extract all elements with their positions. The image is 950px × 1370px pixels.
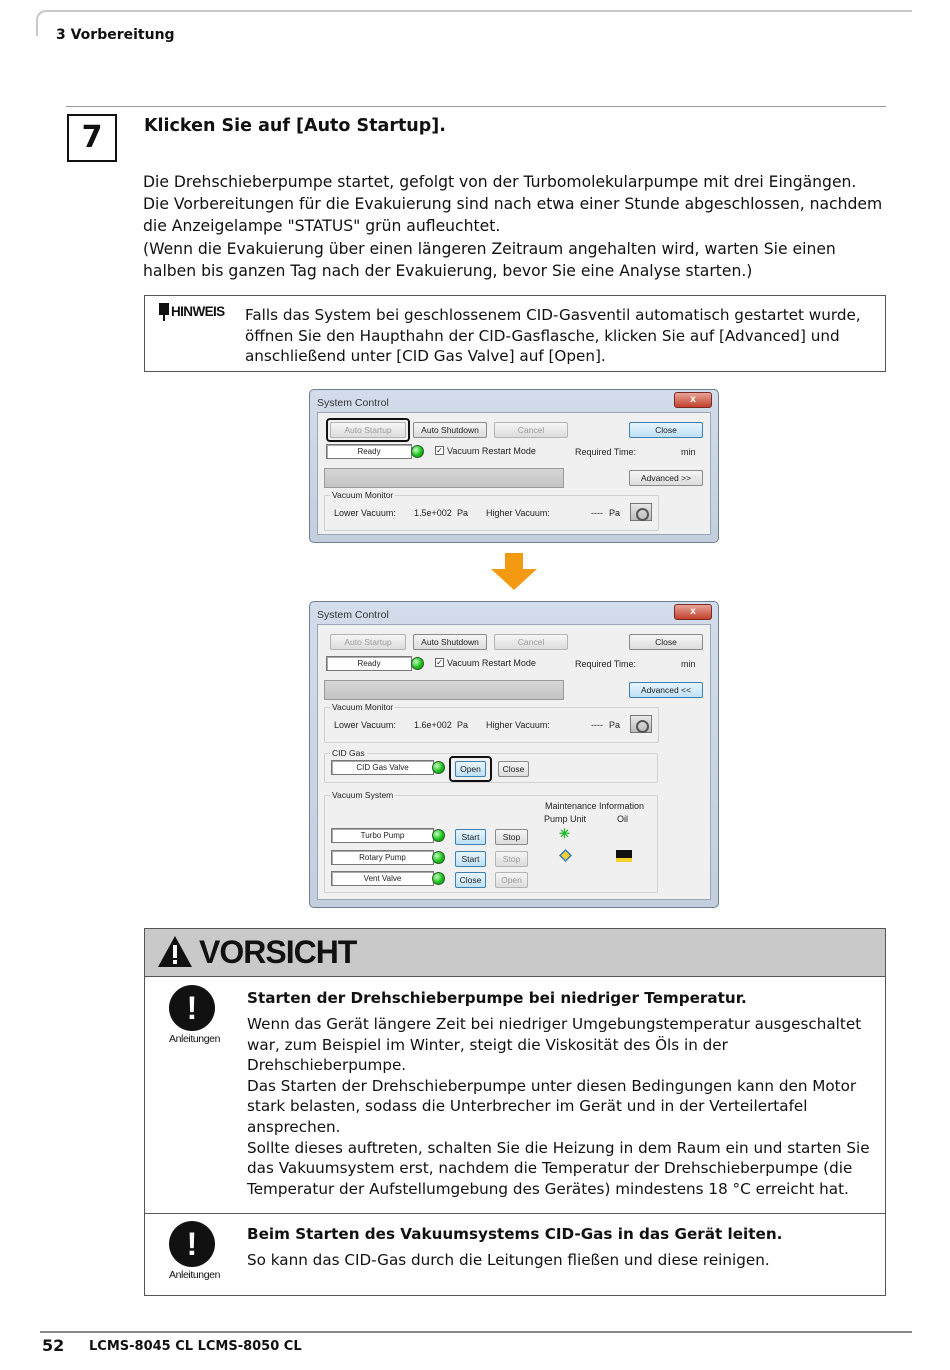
turbo-ok-icon: ✳ xyxy=(559,826,570,841)
turbo-led-icon xyxy=(432,829,445,842)
step-body xyxy=(143,171,893,282)
vacuum-system-label: Vacuum System xyxy=(332,790,394,800)
status-led-icon xyxy=(411,657,424,670)
vent-close-button[interactable]: Close xyxy=(455,872,486,888)
lower-vacuum-label: Lower Vacuum: xyxy=(334,720,396,730)
rotary-stop-button[interactable]: Stop xyxy=(495,851,528,867)
note-box xyxy=(144,295,886,372)
advanced-button[interactable]: Advanced << xyxy=(629,682,703,698)
caution-line: Sollte dieses auftreten, schalten Sie die Heizung in dem Raum ein und starten Sie xyxy=(247,1138,870,1157)
caution-item2-heading: Beim Starten des Vakuumsystems CID-Gas in das Gerät leiten. xyxy=(247,1225,783,1243)
close-button[interactable]: Close xyxy=(629,634,703,650)
caution-line: Drehschieberpumpe. xyxy=(247,1056,407,1075)
higher-vacuum-value: ---- xyxy=(591,508,603,518)
progress-bar xyxy=(324,680,564,700)
window-client xyxy=(317,624,711,900)
window-title: System Control xyxy=(317,609,389,621)
note-label xyxy=(159,304,225,319)
status-field: Ready xyxy=(326,444,412,459)
caution-item1-heading: Starten der Drehschieberpumpe bei niedriger Temperatur. xyxy=(247,989,747,1007)
turbo-pump-field: Turbo Pump xyxy=(331,828,434,843)
vacuum-restart-label: Vacuum Restart Mode xyxy=(447,446,536,456)
close-button[interactable]: Close xyxy=(629,422,703,438)
lower-vacuum-value: 1.5e+002 xyxy=(414,508,452,518)
cancel-button[interactable]: Cancel xyxy=(494,422,568,438)
note-label-text: HINWEIS xyxy=(171,304,225,319)
oil-warning-icon xyxy=(616,850,632,862)
rotary-pump-field: Rotary Pump xyxy=(331,850,434,865)
step-line: halben bis ganzen Tag nach der Evakuierung, bevor Sie eine Analyse starten.) xyxy=(143,261,753,280)
required-time-unit: min xyxy=(681,447,696,457)
highlight-frame xyxy=(449,756,492,782)
auto-startup-button[interactable]: Auto Startup xyxy=(330,422,406,438)
caution-divider xyxy=(145,1213,885,1214)
cid-valve-led-icon xyxy=(432,761,445,774)
vent-led-icon xyxy=(432,872,445,885)
note-line: anschließend unter [CID Gas Valve] auf [Open]. xyxy=(245,347,606,366)
window-close-button[interactable]: x xyxy=(674,604,712,620)
required-time-unit: min xyxy=(681,659,696,669)
cid-gas-label: CID Gas xyxy=(332,748,365,758)
chapter-header: 3 Vorbereitung xyxy=(56,27,175,43)
higher-vacuum-unit: Pa xyxy=(609,508,621,518)
mandatory-icon-label: Anleitungen xyxy=(169,1269,221,1281)
turbo-stop-button[interactable]: Stop xyxy=(495,829,528,845)
caution-line: So kann das CID-Gas durch die Leitungen fließen und diese reinigen. xyxy=(247,1251,770,1269)
step-line: Die Drehschieberpumpe startet, gefolgt von der Turbomolekularpumpe mit drei Eingängen. xyxy=(143,173,857,191)
caution-line: Das Starten der Drehschieberpumpe unter diesen Bedingungen kann den Motor xyxy=(247,1076,857,1095)
caution-line: ansprechen. xyxy=(247,1117,341,1136)
auto-shutdown-button[interactable]: Auto Shutdown xyxy=(413,634,487,650)
oil-label: Oil xyxy=(617,814,628,824)
mandatory-action-icon: ! xyxy=(169,1221,215,1267)
window-close-button[interactable]: x xyxy=(674,392,712,408)
caution-item2-text xyxy=(247,1250,877,1271)
vacuum-restart-checkbox[interactable]: ✓ xyxy=(436,446,443,455)
cid-open-button[interactable]: Open xyxy=(455,761,486,777)
progress-bar xyxy=(324,468,564,488)
cid-gas-valve-field: CID Gas Valve xyxy=(331,760,434,775)
lower-vacuum-unit: Pa xyxy=(457,508,469,518)
mandatory-action-icon: ! xyxy=(169,985,215,1031)
window-title: System Control xyxy=(317,397,389,409)
note-line: Falls das System bei geschlossenem CID-Gasventil automatisch gestartet wurde, xyxy=(245,306,861,324)
step-title: Klicken Sie auf [Auto Startup]. xyxy=(144,116,446,136)
vacuum-restart-checkbox[interactable]: ✓ xyxy=(436,658,443,667)
higher-vacuum-label: Higher Vacuum: xyxy=(486,508,550,518)
arrow-down-icon xyxy=(490,553,538,591)
system-control-window-2 xyxy=(309,601,719,908)
required-time-label: Required Time: xyxy=(575,659,637,669)
higher-vacuum-label: Higher Vacuum: xyxy=(486,720,550,730)
step-line: (Wenn die Evakuierung über einen längeren Zeitraum angehalten wird, warten Sie einen xyxy=(143,239,836,258)
step-line: Die Vorbereitungen für die Evakuierung sind nach etwa einer Stunde abgeschlossen, nachdem xyxy=(143,195,883,214)
caution-line: war, zum Beispiel im Winter, steigt die Viskosität des Öls in der xyxy=(247,1035,728,1054)
vacuum-monitor-group xyxy=(324,702,659,743)
auto-startup-button[interactable]: Auto Startup xyxy=(330,634,406,650)
pump-icon[interactable] xyxy=(630,503,652,521)
status-field: Ready xyxy=(326,656,412,671)
vacuum-monitor-group xyxy=(324,490,659,531)
pump-icon[interactable] xyxy=(630,715,652,733)
page-number: 52 xyxy=(42,1336,65,1355)
warning-triangle-icon xyxy=(157,935,193,968)
status-led-icon xyxy=(411,445,424,458)
rotary-start-button[interactable]: Start xyxy=(455,851,486,867)
vent-valve-field: Vent Valve xyxy=(331,871,434,886)
higher-vacuum-unit: Pa xyxy=(609,720,621,730)
vacuum-restart-label: Vacuum Restart Mode xyxy=(447,658,536,668)
cancel-button[interactable]: Cancel xyxy=(494,634,568,650)
caution-line: Temperatur der Aufstellumgebung des Gerätes) mindestens 18 °C erreicht hat. xyxy=(247,1179,849,1198)
required-time-label: Required Time: xyxy=(575,447,637,457)
footer-rule xyxy=(40,1331,912,1333)
rotary-led-icon xyxy=(432,851,445,864)
note-text xyxy=(245,305,875,367)
step-number: 7 xyxy=(67,114,117,162)
caution-header xyxy=(145,929,885,977)
caution-title: VORSICHT xyxy=(199,934,357,970)
pump-unit-label: Pump Unit xyxy=(544,814,587,824)
auto-shutdown-button[interactable]: Auto Shutdown xyxy=(413,422,487,438)
lower-vacuum-label: Lower Vacuum: xyxy=(334,508,396,518)
vacuum-monitor-label: Vacuum Monitor xyxy=(332,490,394,500)
mandatory-icon-label: Anleitungen xyxy=(169,1033,221,1045)
maintenance-info-label: Maintenance Information xyxy=(545,801,645,811)
vacuum-monitor-label: Vacuum Monitor xyxy=(332,702,394,712)
caution-box xyxy=(144,928,886,1296)
caution-line: Wenn das Gerät längere Zeit bei niedriger Umgebungstemperatur ausgeschaltet xyxy=(247,1015,862,1033)
vent-open-button[interactable]: Open xyxy=(495,872,528,888)
system-control-window-1 xyxy=(309,389,719,543)
model-name: LCMS-8045 CL LCMS-8050 CL xyxy=(89,1339,302,1354)
step-line: die Anzeigelampe "STATUS" grün aufleuchtet. xyxy=(143,217,501,236)
cid-close-button[interactable]: Close xyxy=(498,761,529,777)
pin-icon xyxy=(159,303,169,315)
caution-line: stark belasten, sodass die Unterbrecher im Gerät und in der Verteilertafel xyxy=(247,1097,808,1116)
lower-vacuum-unit: Pa xyxy=(457,720,469,730)
caution-line: das Vakuumsystem erst, nachdem die Temperatur der Drehschieberpumpe (die xyxy=(247,1159,853,1178)
lower-vacuum-value: 1.6e+002 xyxy=(414,720,452,730)
step-divider xyxy=(66,106,886,107)
note-line: öffnen Sie den Haupthahn der CID-Gasflasche, klicken Sie auf [Advanced] und xyxy=(245,326,840,345)
highlight-frame xyxy=(326,418,410,442)
advanced-button[interactable]: Advanced >> xyxy=(629,470,703,486)
higher-vacuum-value: ---- xyxy=(591,720,603,730)
window-client xyxy=(317,412,711,535)
caution-item1-text xyxy=(247,1014,877,1199)
turbo-start-button[interactable]: Start xyxy=(455,829,486,845)
